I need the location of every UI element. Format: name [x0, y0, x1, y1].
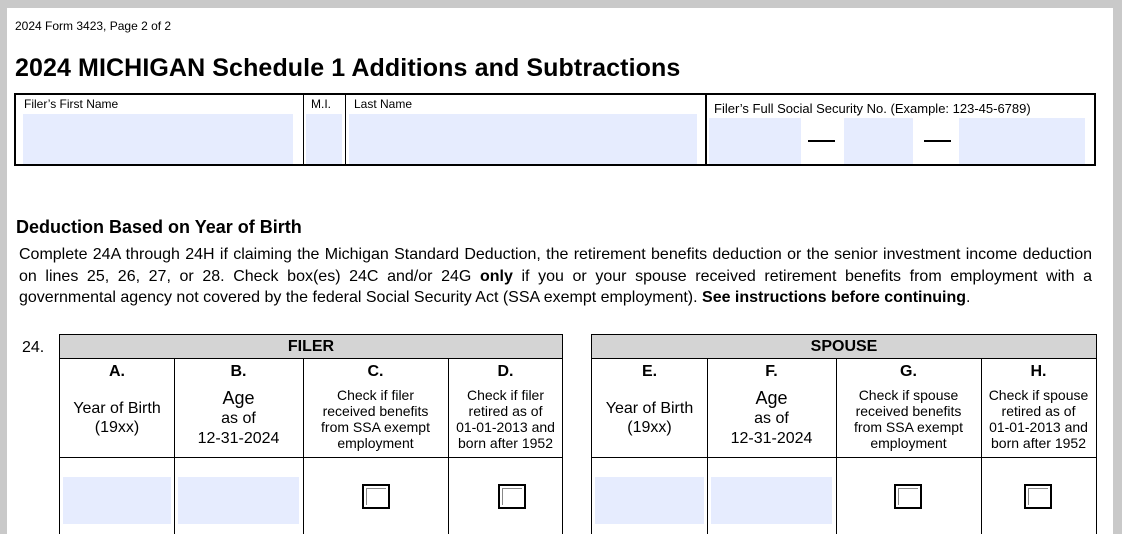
divider	[345, 95, 346, 164]
last-name-label: Last Name	[354, 97, 413, 111]
row-divider	[592, 457, 1096, 458]
col-a-label: Year of Birth	[73, 400, 161, 417]
filer-age-field[interactable]	[178, 477, 299, 524]
para-only: only	[479, 267, 513, 285]
para-end: .	[966, 289, 971, 306]
col-b-header	[174, 358, 303, 457]
col-e-header	[592, 358, 707, 457]
filer-grid	[59, 334, 563, 534]
col-a-letter: A.	[109, 363, 125, 380]
ssn-part2-field[interactable]	[844, 118, 913, 164]
form-id: 2024 Form 3423, Page 2 of 2	[15, 19, 172, 33]
col-c-header	[303, 358, 448, 457]
ssn-part3-field[interactable]	[959, 118, 1085, 164]
para-text: Complete 24A through 24H if claiming the Michigan Standard Deduction, the retirement benefits deduction or the senior investment income deduction on lines 25, 26, 27, or 28. Check box(es) 24C and/or 24G	[19, 246, 1092, 285]
mi-label: M.I.	[311, 97, 331, 111]
col-h-letter: H.	[1030, 363, 1047, 380]
divider	[705, 95, 707, 164]
col-f-label: 12-31-2024	[730, 430, 813, 447]
col-h-label: 01-01-2013 and	[989, 419, 1088, 435]
col-h-label: Check if spouse	[988, 387, 1089, 403]
page-title: 2024 MICHIGAN Schedule 1 Additions and Subtractions	[15, 54, 681, 82]
col-h-header	[981, 358, 1096, 457]
spouse-age-field[interactable]	[711, 477, 832, 524]
spouse-retired-2013-checkbox[interactable]	[1024, 484, 1052, 509]
col-c-label: employment	[337, 435, 414, 451]
col-g-header	[836, 358, 981, 457]
ssn-dash	[808, 140, 835, 142]
filer-heading: FILER	[60, 335, 562, 359]
col-d-header	[448, 358, 563, 457]
ssn-dash	[924, 140, 951, 142]
ssn-label: Filer’s Full Social Security No. (Example: 123-45-6789)	[714, 101, 1031, 116]
name-ssn-box	[14, 93, 1096, 166]
col-d-label: 01-01-2013 and	[456, 419, 555, 435]
filer-ssa-exempt-checkbox[interactable]	[362, 484, 390, 509]
col-b-letter: B.	[230, 363, 247, 380]
col-c-label: received benefits	[322, 403, 429, 419]
col-c-letter: C.	[367, 363, 384, 380]
col-d-label: Check if filer	[466, 387, 545, 403]
col-f-letter: F.	[765, 363, 778, 380]
col-g-letter: G.	[900, 363, 917, 380]
col-h-label: retired as of	[1001, 403, 1076, 419]
form-page	[7, 8, 1113, 534]
instructions-paragraph	[19, 244, 1092, 309]
row-divider	[60, 457, 562, 458]
col-b-label: Age	[222, 388, 255, 408]
spouse-ssa-exempt-checkbox[interactable]	[894, 484, 922, 509]
col-f-label: Age	[755, 388, 788, 408]
filer-year-of-birth-field[interactable]	[63, 477, 171, 524]
last-name-field[interactable]	[349, 114, 697, 164]
col-g-label: employment	[870, 435, 947, 451]
first-name-field[interactable]	[23, 114, 293, 164]
spouse-grid	[591, 334, 1097, 534]
col-c-label: Check if filer	[336, 387, 415, 403]
col-e-letter: E.	[641, 363, 658, 380]
para-text: if you or your spouse received retirement benefits from employment with a governmental agency not covered by the federal Social Security Act (SSA exempt employment).	[19, 267, 1093, 306]
col-e-label: (19xx)	[627, 419, 672, 436]
ssn-part1-field[interactable]	[709, 118, 801, 164]
divider	[303, 95, 304, 164]
section-heading: Deduction Based on Year of Birth	[16, 217, 302, 237]
filer-retired-2013-checkbox[interactable]	[498, 484, 526, 509]
middle-initial-field[interactable]	[306, 114, 342, 164]
para-see-instructions: See instructions before continuing	[702, 289, 967, 306]
col-a-label: (19xx)	[94, 419, 140, 436]
col-f-label: as of	[754, 410, 789, 427]
col-h-label: born after 1952	[991, 435, 1086, 451]
col-b-label: 12-31-2024	[197, 430, 280, 447]
first-name-label: Filer’s First Name	[24, 97, 119, 111]
col-g-label: received benefits	[855, 403, 962, 419]
col-d-label: retired as of	[468, 403, 543, 419]
col-b-label: as of	[221, 410, 256, 427]
col-e-label: Year of Birth	[605, 400, 694, 417]
col-g-label: Check if spouse	[858, 387, 959, 403]
col-g-label: from SSA exempt	[854, 419, 963, 435]
col-d-label: born after 1952	[458, 435, 553, 451]
spouse-heading: SPOUSE	[592, 335, 1096, 359]
line-number: 24.	[22, 339, 45, 356]
col-c-label: from SSA exempt	[321, 419, 430, 435]
col-f-header	[707, 358, 836, 457]
col-a-header	[60, 358, 174, 457]
col-d-letter: D.	[497, 363, 514, 380]
spouse-year-of-birth-field[interactable]	[595, 477, 704, 524]
